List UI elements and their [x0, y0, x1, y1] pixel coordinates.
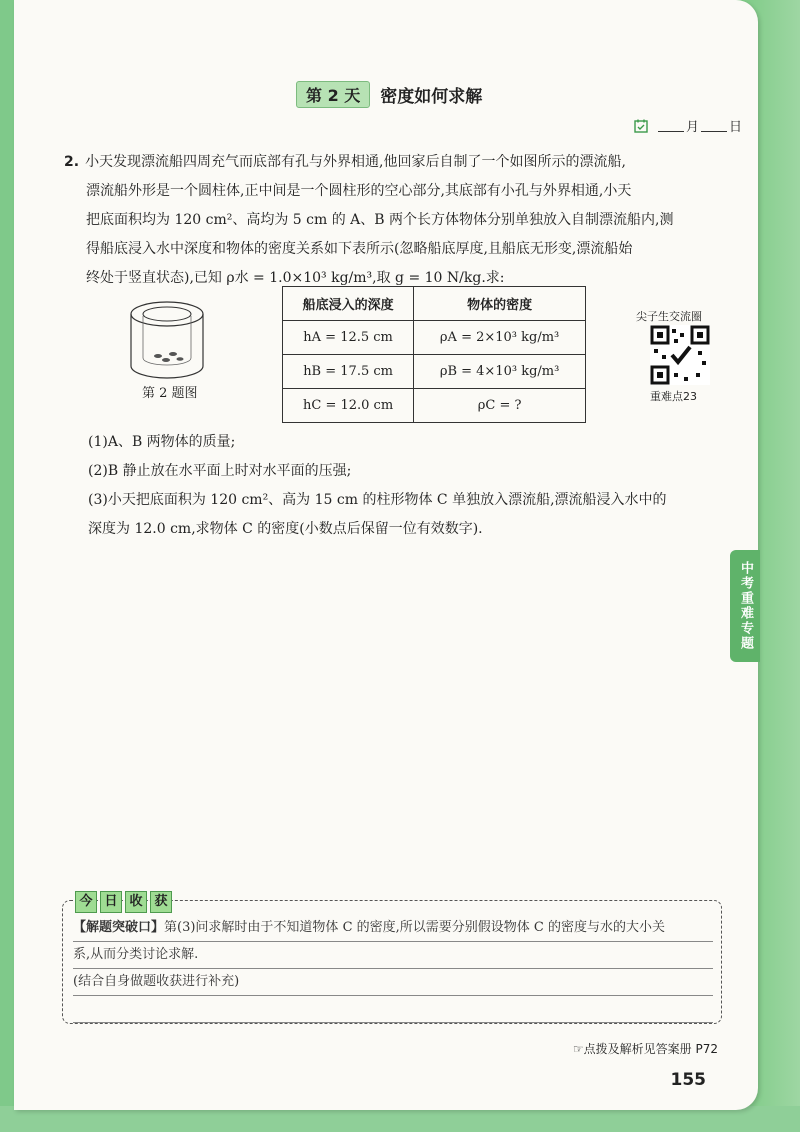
- table-header: 物体的密度: [414, 287, 586, 321]
- harvest-title: [75, 891, 172, 913]
- table-cell: ρB = 4×10³ kg/m³: [414, 355, 586, 389]
- qr-caption: 重难点23: [650, 390, 697, 403]
- data-table: [282, 286, 586, 423]
- day-title: 密度如何求解: [380, 86, 483, 107]
- harvest-line-text: 第(3)问求解时由于不知道物体 C 的密度,所以需要分别假设物体 C 的密度与水的大小关: [164, 920, 665, 935]
- side-tab[interactable]: 中考重难专题: [730, 550, 760, 662]
- day-label: 日: [728, 120, 742, 135]
- table-row: [283, 389, 586, 423]
- page-title: [296, 81, 482, 107]
- figure-caption: 第 2 题图: [142, 386, 198, 401]
- page-number: 155: [670, 1070, 706, 1090]
- harvest-line: 系,从而分类讨论求解.: [73, 942, 713, 969]
- harvest-title-char: 收: [125, 891, 147, 913]
- harvest-box: [62, 894, 722, 1024]
- day-blank: [701, 119, 727, 132]
- problem-statement: [64, 148, 724, 293]
- harvest-line: (结合自身做题收获进行补充): [73, 969, 713, 996]
- question-line: (1)A、B 两物体的质量;: [88, 434, 236, 450]
- table-cell: hC = 12.0 cm: [283, 389, 414, 423]
- harvest-line: [73, 915, 713, 942]
- question-line: 深度为 12.0 cm,求物体 C 的密度(小数点后保留一位有效数字).: [88, 521, 483, 537]
- problem-line: 漂流船外形是一个圆柱体,正中间是一个圆柱形的空心部分,其底部有小孔与外界相通,小天: [86, 183, 632, 199]
- table-row: [283, 355, 586, 389]
- sub-questions: [88, 428, 728, 544]
- month-blank: [658, 119, 684, 132]
- harvest-text: [73, 915, 713, 1023]
- problem-line: 小天发现漂流船四周充气而底部有孔与外界相通,他回家后自制了一个如图所示的漂流船,: [85, 154, 626, 170]
- table-cell: ρA = 2×10³ kg/m³: [414, 321, 586, 355]
- problem-number: 2.: [64, 154, 80, 170]
- question-line: (3)小天把底面积为 120 cm²、高为 15 cm 的柱形物体 C 单独放入漂流船,漂流船浸入水中的: [88, 492, 667, 508]
- harvest-title-char: 今: [75, 891, 97, 913]
- qr-code-icon[interactable]: [650, 325, 710, 385]
- table-header: 船底浸入的深度: [283, 287, 414, 321]
- table-cell: hB = 17.5 cm: [283, 355, 414, 389]
- harvest-title-char: 获: [150, 891, 172, 913]
- harvest-lead: 【解题突破口】: [73, 920, 165, 935]
- table-cell: ρC = ?: [414, 389, 586, 423]
- question-line: (2)B 静止放在水平面上时对水平面的压强;: [88, 463, 352, 479]
- date-line: [634, 116, 742, 135]
- table-header-row: [283, 287, 586, 321]
- harvest-title-char: 日: [100, 891, 122, 913]
- problem-line: 终处于竖直状态),已知 ρ水 = 1.0×10³ kg/m³,取 g = 10 N/kg.求:: [86, 270, 505, 286]
- table-cell: hA = 12.5 cm: [283, 321, 414, 355]
- harvest-empty-line: [73, 996, 713, 1023]
- qr-label: 尖子生交流圈: [636, 310, 702, 323]
- problem-line: 得船底浸入水中深度和物体的密度关系如下表所示(忽略船底厚度,且船底无形变,漂流船始: [86, 241, 633, 257]
- problem-line: 把底面积均为 120 cm²、高均为 5 cm 的 A、B 两个长方体物体分别单独放入自制漂流船内,测: [86, 212, 674, 228]
- table-row: [283, 321, 586, 355]
- calendar-icon: [634, 119, 648, 133]
- day-tag: 第 2 天: [296, 81, 370, 108]
- answer-reference: ☞点拨及解析见答案册 P72: [572, 1042, 718, 1056]
- month-label: 月: [685, 120, 699, 135]
